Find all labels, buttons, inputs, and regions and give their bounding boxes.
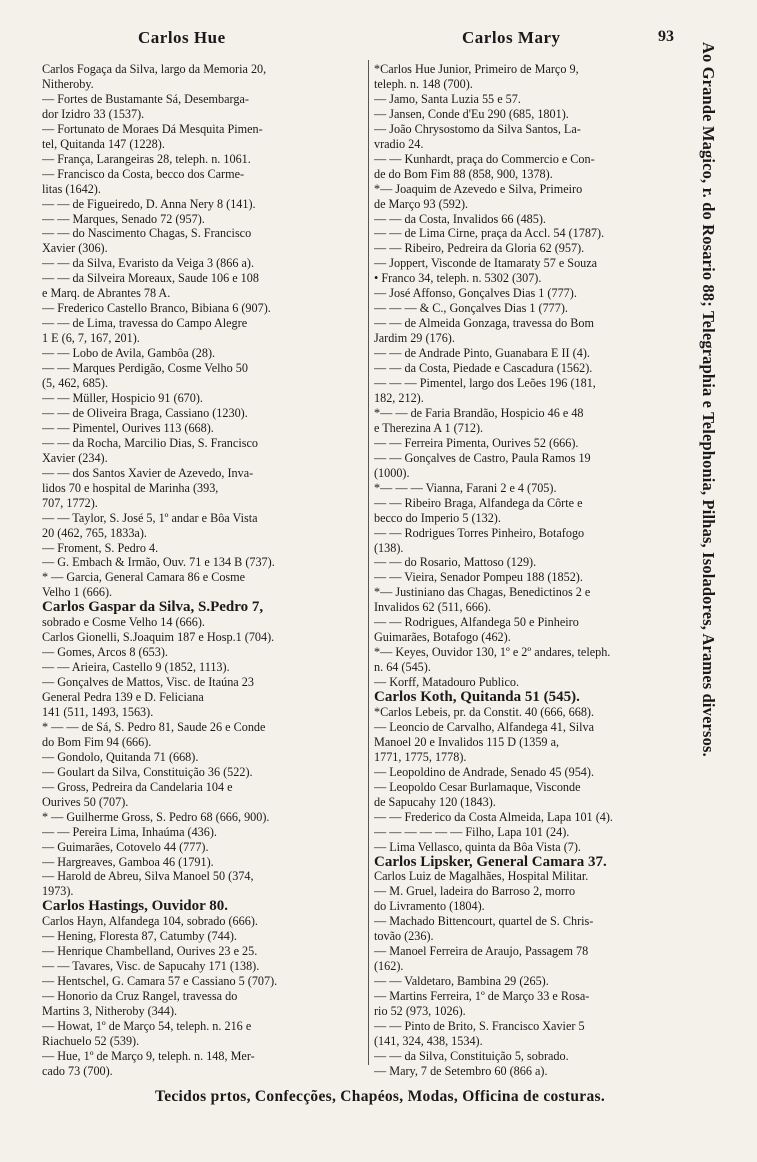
- directory-entry: 707, 1772).: [42, 495, 98, 510]
- directory-entry: — José Affonso, Gonçalves Dias 1 (777).: [374, 286, 577, 301]
- directory-entry: Carlos Koth, Quitanda 51 (545).: [374, 690, 580, 705]
- directory-entry: — Howat, 1º de Março 54, teleph. n. 216 e: [42, 1019, 252, 1033]
- directory-entry: sobrado e Cosme Velho 14 (666).: [42, 615, 205, 630]
- directory-entry: Velho 1 (666).: [42, 585, 113, 600]
- left-column: [42, 62, 366, 1079]
- directory-entry: — Gondolo, Quitanda 71 (668).: [42, 749, 199, 764]
- directory-entry: de Março 93 (592).: [374, 196, 469, 211]
- directory-entry: tovão (236).: [374, 929, 434, 944]
- directory-entry: e Marq. de Abrantes 78 A.: [42, 286, 171, 301]
- directory-entry: (141, 324, 438, 1534).: [374, 1033, 483, 1048]
- directory-entry: — — Arieira, Castello 9 (1852, 1113).: [42, 660, 230, 675]
- directory-entry: Xavier (234).: [42, 450, 108, 465]
- directory-entry: — — de Lima Cirne, praça da Accl. 54 (1787).: [374, 226, 605, 241]
- directory-entry: — França, Larangeiras 28, teleph. n. 1061.: [42, 151, 251, 166]
- directory-entry: — Lima Vellasco, quinta da Bôa Vista (7).: [374, 839, 581, 854]
- directory-entry: — — — Pimentel, largo dos Leões 196 (181,: [374, 376, 596, 391]
- directory-entry: — Hue, 1º de Março 9, teleph. n. 148, Mer-: [42, 1048, 255, 1063]
- directory-entry: — — Pereira Lima, Inhaúma (436).: [42, 824, 217, 839]
- directory-entry: do Livramento (1804).: [374, 899, 485, 914]
- directory-entry: (162).: [374, 959, 404, 974]
- directory-entry: Carlos Fogaça da Silva, largo da Memoria 20,: [42, 62, 267, 76]
- directory-entry: — — Gonçalves de Castro, Paula Ramos 19: [374, 450, 591, 465]
- directory-entry: — — da Silva, Constituição 5, sobrado.: [374, 1048, 569, 1063]
- directory-entry: Carlos Gaspar da Silva, S.Pedro 7,: [42, 600, 264, 616]
- directory-entry: 20 (462, 765, 1833a).: [42, 525, 147, 540]
- footer-advertisement: Tecidos prtos, Confecções, Chapéos, Modas, Officina de costuras.: [154, 1088, 606, 1105]
- directory-entry: *— — — Vianna, Farani 2 e 4 (705).: [374, 480, 557, 495]
- directory-entry: e Therezina A 1 (712).: [374, 420, 484, 435]
- directory-entry: 1771, 1775, 1778).: [374, 749, 467, 764]
- directory-entry: — — do Nascimento Chagas, S. Francisco: [42, 226, 252, 241]
- directory-entry: — — Tavares, Visc. de Sapucahy 171 (138).: [42, 959, 260, 974]
- directory-entry: • Franco 34, teleph. n. 5302 (307).: [374, 271, 542, 286]
- directory-entry: — Fortunato de Moraes Dá Mesquita Pimen-: [42, 121, 263, 136]
- directory-entry: General Pedra 139 e D. Feliciana: [42, 690, 204, 705]
- directory-entry: — Korff, Matadouro Publico.: [374, 675, 519, 690]
- directory-entry: — Gonçalves de Mattos, Visc. de Itaúna 23: [42, 675, 254, 690]
- directory-entry: — Martins Ferreira, 1º de Março 33 e Rosa-: [374, 989, 590, 1004]
- directory-entry: Ourives 50 (707).: [42, 794, 129, 809]
- directory-entry: — — da Rocha, Marcilio Dias, S. Francisco: [42, 435, 258, 450]
- directory-entry: — João Chrysostomo da Silva Santos, La-: [374, 121, 581, 136]
- directory-entry: — — de Lima, travessa do Campo Alegre: [42, 316, 248, 331]
- directory-entry: — Francisco da Costa, becco dos Carme-: [42, 166, 245, 181]
- directory-entry: *Carlos Lebeis, pr. da Constit. 40 (666, 668).: [374, 704, 595, 719]
- header-right: Carlos Mary: [462, 28, 561, 47]
- directory-entry: becco do Imperio 5 (132).: [374, 510, 501, 525]
- directory-entry: — Honorio da Cruz Rangel, travessa do: [42, 989, 238, 1004]
- directory-entry: rio 52 (973, 1026).: [374, 1004, 466, 1019]
- directory-entry: — Gomes, Arcos 8 (653).: [42, 645, 168, 660]
- directory-entry: — — da Costa, Piedade e Cascadura (1562).: [374, 361, 593, 376]
- directory-entry: tel, Quitanda 147 (1228).: [42, 136, 165, 151]
- directory-entry: — Hening, Floresta 87, Catumby (744).: [42, 929, 237, 944]
- directory-entry: — — Müller, Hospicio 91 (670).: [42, 390, 203, 405]
- directory-entry: *Carlos Hue Junior, Primeiro de Março 9,: [374, 62, 579, 76]
- directory-entry: — Manoel Ferreira de Araujo, Passagem 78: [374, 944, 589, 959]
- directory-entry: — Machado Bittencourt, quartel de S. Chris-: [374, 914, 594, 929]
- directory-entry: — Froment, S. Pedro 4.: [42, 540, 159, 555]
- directory-entry: — Goulart da Silva, Constituição 36 (522).: [42, 764, 253, 779]
- directory-entry: * — Garcia, General Camara 86 e Cosme: [42, 570, 246, 585]
- directory-entry: Carlos Lipsker, General Camara 37.: [374, 854, 607, 870]
- header-left: Carlos Hue: [138, 28, 226, 47]
- directory-entry: lidos 70 e hospital de Marinha (393,: [42, 480, 219, 495]
- directory-entry: — — Valdetaro, Bambina 29 (265).: [374, 974, 549, 989]
- directory-entry: — — Kunhardt, praça do Commercio e Con-: [374, 151, 595, 166]
- directory-entry: — — — — — — Filho, Lapa 101 (24).: [374, 824, 570, 839]
- directory-entry: — Mary, 7 de Setembro 60 (866 a).: [374, 1063, 548, 1078]
- directory-entry: — — Marques, Senado 72 (957).: [42, 211, 205, 226]
- directory-entry: — — da Silveira Moreaux, Saude 106 e 108: [42, 271, 259, 286]
- directory-entry: — — Ribeiro, Pedreira da Gloria 62 (957).: [374, 241, 585, 256]
- page-number: 93: [658, 28, 674, 45]
- directory-entry: de Sapucahy 120 (1843).: [374, 794, 496, 809]
- directory-entry: — Fortes de Bustamante Sá, Desembarga-: [42, 91, 249, 106]
- directory-entry: — — do Rosario, Mattoso (129).: [374, 555, 537, 570]
- directory-entry: Manoel 20 e Invalidos 115 D (1359 a,: [374, 734, 560, 749]
- column-divider: [368, 60, 369, 1065]
- directory-entry: — — Rodrigues, Alfandega 50 e Pinheiro: [374, 615, 579, 630]
- directory-entry: *— — de Faria Brandão, Hospicio 46 e 48: [374, 405, 584, 420]
- directory-entry: cado 73 (700).: [42, 1063, 113, 1078]
- directory-entry: — Jamo, Santa Luzia 55 e 57.: [374, 91, 521, 106]
- directory-entry: Carlos Hastings, Ouvidor 80.: [42, 899, 228, 915]
- directory-entry: — — Rodrigues Torres Pinheiro, Botafogo: [374, 525, 585, 540]
- directory-entry: *— Keyes, Ouvidor 130, 1º e 2º andares, teleph.: [374, 645, 611, 660]
- directory-entry: Carlos Gionelli, S.Joaquim 187 e Hosp.1 (704).: [42, 630, 275, 645]
- directory-entry: * — — de Sá, S. Pedro 81, Saude 26 e Conde: [42, 719, 266, 734]
- directory-entry: — — Lobo de Avila, Gambôa (28).: [42, 346, 216, 361]
- directory-entry: Invalidos 62 (511, 666).: [374, 600, 492, 615]
- directory-entry: — Harold de Abreu, Silva Manoel 50 (374,: [42, 869, 254, 884]
- directory-entry: (138).: [374, 540, 404, 555]
- directory-entry: — Frederico Castello Branco, Bibiana 6 (907).: [42, 301, 271, 316]
- directory-entry: dor Izidro 33 (1537).: [42, 106, 145, 121]
- directory-entry: teleph. n. 148 (700).: [374, 76, 473, 91]
- directory-entry: — — Frederico da Costa Almeida, Lapa 101 (4).: [374, 809, 613, 824]
- side-advertisement: Ao Grande Magico, r. do Rosario 88; Telegraphia e Telephonia, Pilhas, Isoladores, Arames diversos.: [699, 42, 718, 757]
- directory-entry: 1 E (6, 7, 167, 201).: [42, 331, 140, 346]
- directory-entry: — — de Oliveira Braga, Cassiano (1230).: [42, 405, 248, 420]
- directory-entry: (1000).: [374, 465, 410, 480]
- directory-entry: vradio 24.: [374, 136, 424, 151]
- directory-entry: — — de Andrade Pinto, Guanabara E II (4).: [374, 346, 590, 361]
- directory-entry: *— Joaquim de Azevedo e Silva, Primeiro: [374, 181, 583, 196]
- directory-entry: Riachuelo 52 (539).: [42, 1033, 140, 1048]
- directory-entry: (5, 462, 685).: [42, 376, 109, 391]
- directory-entry: — — Vieira, Senador Pompeu 188 (1852).: [374, 570, 583, 585]
- directory-entry: — — — & C., Gonçalves Dias 1 (777).: [374, 301, 568, 316]
- directory-entry: — Leopoldino de Andrade, Senado 45 (954).: [374, 764, 595, 779]
- directory-entry: Carlos Luiz de Magalhães, Hospital Militar.: [374, 869, 589, 884]
- directory-entry: 141 (511, 1493, 1563).: [42, 704, 154, 719]
- directory-entry: — — Ferreira Pimenta, Ourives 52 (666).: [374, 435, 579, 450]
- directory-entry: — — de Figueiredo, D. Anna Nery 8 (141).: [42, 196, 256, 211]
- directory-entry: — — dos Santos Xavier de Azevedo, Inva-: [42, 465, 254, 480]
- directory-entry: * — Guilherme Gross, S. Pedro 68 (666, 900).: [42, 809, 270, 824]
- directory-entry: Carlos Hayn, Alfandega 104, sobrado (666).: [42, 914, 258, 929]
- directory-entry: — — Taylor, S. José 5, 1º andar e Bôa Vista: [42, 510, 258, 525]
- directory-entry: Jardim 29 (176).: [374, 331, 455, 346]
- directory-entry: Xavier (306).: [42, 241, 108, 256]
- directory-entry: — — Ribeiro Braga, Alfandega da Côrte e: [374, 495, 583, 510]
- directory-entry: — — de Almeida Gonzaga, travessa do Bom: [374, 316, 594, 331]
- directory-entry: Guimarães, Botafogo (462).: [374, 630, 511, 645]
- directory-entry: — Henrique Chambelland, Ourives 23 e 25.: [42, 944, 258, 959]
- directory-entry: Martins 3, Nitheroby (344).: [42, 1004, 178, 1019]
- directory-entry: — Leoncio de Carvalho, Alfandega 41, Silva: [374, 719, 594, 734]
- directory-entry: — Leopoldo Cesar Burlamaque, Visconde: [374, 779, 581, 794]
- directory-entry: — — Pimentel, Ourives 113 (668).: [42, 420, 214, 435]
- directory-entry: — M. Gruel, ladeira do Barroso 2, morro: [374, 884, 576, 899]
- directory-entry: — G. Embach & Irmão, Ouv. 71 e 134 B (737).: [42, 555, 275, 570]
- directory-entry: — — da Costa, Invalidos 66 (485).: [374, 211, 546, 226]
- directory-entry: — Hargreaves, Gamboa 46 (1791).: [42, 854, 214, 869]
- directory-entry: litas (1642).: [42, 181, 101, 196]
- directory-entry: — Joppert, Visconde de Itamaraty 57 e Souza: [374, 256, 598, 271]
- directory-entry: — Gross, Pedreira da Candelaria 104 e: [42, 779, 233, 794]
- right-column: [374, 62, 670, 1079]
- directory-entry: do Bom Fim 94 (666).: [42, 734, 152, 749]
- directory-entry: — — Marques Perdigão, Cosme Velho 50: [42, 361, 248, 376]
- directory-entry: — Jansen, Conde d'Eu 290 (685, 1801).: [374, 106, 569, 121]
- directory-entry: 182, 212).: [374, 390, 424, 405]
- directory-entry: — Guimarães, Cotovelo 44 (777).: [42, 839, 209, 854]
- directory-entry: — Hentschel, G. Camara 57 e Cassiano 5 (707).: [42, 974, 278, 989]
- directory-entry: — — Pinto de Brito, S. Francisco Xavier 5: [374, 1019, 585, 1033]
- directory-entry: — — da Silva, Evaristo da Veiga 3 (866 a).: [42, 256, 254, 271]
- directory-entry: Nitheroby.: [42, 76, 94, 91]
- directory-entry: de do Bom Fim 88 (858, 900, 1378).: [374, 166, 553, 181]
- directory-entry: *— Justiniano das Chagas, Benedictinos 2 e: [374, 585, 591, 600]
- directory-entry: 1973).: [42, 884, 74, 899]
- directory-entry: n. 64 (545).: [374, 660, 431, 675]
